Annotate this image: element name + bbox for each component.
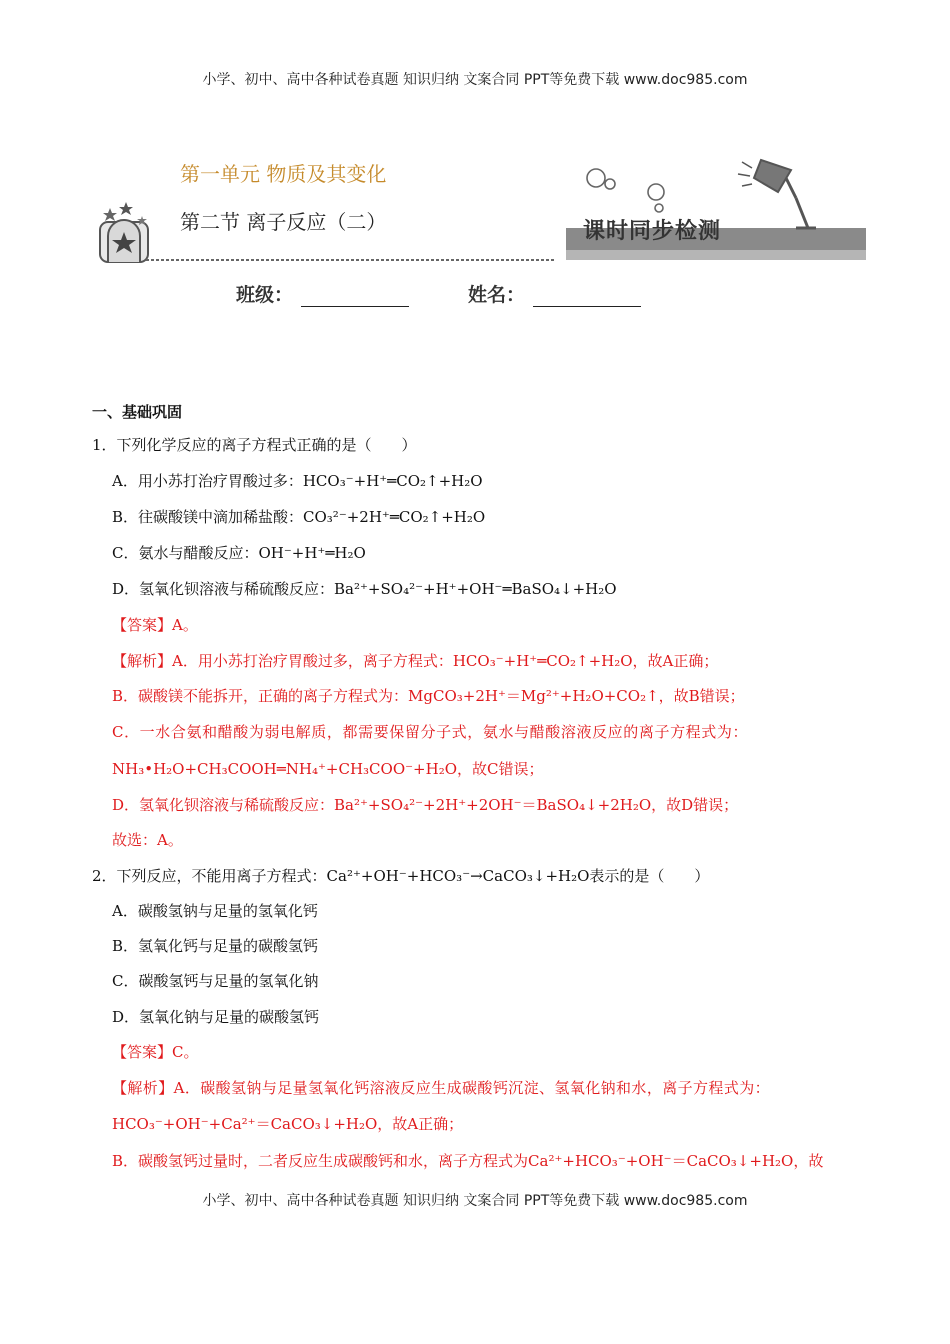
- q1-answer: 【答案】A。: [112, 616, 198, 634]
- q2-analysis-line: B．碳酸氢钙过量时，二者反应生成碳酸钙和水，离子方程式为Ca²⁺+HCO₃⁻+OH⁻＝CaCO₃↓+H₂O，故: [112, 1152, 824, 1170]
- q2-option-c: C．碳酸氢钙与足量的氢氧化钠: [112, 972, 319, 990]
- unit-title: 第一单元 物质及其变化: [180, 162, 387, 186]
- bubbles-icon: [587, 169, 664, 212]
- name-blank[interactable]: [533, 288, 641, 307]
- q1-analysis-line: 故选：A。: [112, 831, 183, 849]
- q2-option-a: A．碳酸氢钠与足量的氢氧化钙: [112, 902, 318, 920]
- name-label: 姓名：: [468, 284, 526, 306]
- q2-answer: 【答案】C。: [112, 1043, 199, 1061]
- q1-analysis-line: 【解析】A．用小苏打治疗胃酸过多，离子方程式：HCO₃⁻+H⁺═CO₂↑+H₂O，故A正确；: [112, 652, 719, 670]
- q1-analysis-line: D．氢氧化钡溶液与稀硫酸反应：Ba²⁺+SO₄²⁻+2H⁺+2OH⁻＝BaSO₄↓+2H₂O，故D错误；: [112, 796, 739, 814]
- page-footer: 小学、初中、高中各种试卷真题 知识归纳 文案合同 PPT等免费下载 www.doc985.com: [202, 1193, 748, 1209]
- q1-stem: 1．下列化学反应的离子方程式正确的是（ ）: [92, 436, 417, 454]
- star-badge-icon: [100, 202, 148, 262]
- q2-option-d: D．氢氧化钠与足量的碳酸氢钙: [112, 1008, 320, 1026]
- class-field: [236, 280, 409, 307]
- name-field: [468, 280, 641, 307]
- q1-option-b: B．往碳酸镁中滴加稀盐酸：CO₃²⁻+2H⁺═CO₂↑+H₂O: [112, 508, 486, 526]
- q2-stem: 2．下列反应，不能用离子方程式：Ca²⁺+OH⁻+HCO₃⁻→CaCO₃↓+H₂O表示的是（ ）: [92, 867, 710, 885]
- section-title: 第二节 离子反应（二）: [180, 210, 387, 234]
- q1-option-c: C．氨水与醋酸反应：OH⁻+H⁺═H₂O: [112, 544, 366, 562]
- banner-label: 课时同步检测: [583, 219, 722, 244]
- q2-analysis-line: HCO₃⁻+OH⁻+Ca²⁺＝CaCO₃↓+H₂O，故A正确；: [112, 1115, 464, 1133]
- class-blank[interactable]: [301, 288, 409, 307]
- q2-option-b: B．氢氧化钙与足量的碳酸氢钙: [112, 937, 319, 955]
- q2-analysis-line: 【解析】A．碳酸氢钠与足量氢氧化钙溶液反应生成碳酸钙沉淀、氢氧化钠和水，离子方程式为：: [112, 1079, 771, 1097]
- q1-option-a: A．用小苏打治疗胃酸过多：HCO₃⁻+H⁺═CO₂↑+H₂O: [112, 472, 483, 490]
- page-header: 小学、初中、高中各种试卷真题 知识归纳 文案合同 PPT等免费下载 www.doc985.com: [202, 72, 748, 88]
- q1-analysis-line: NH₃•H₂O+CH₃COOH═NH₄⁺+CH₃COO⁻+H₂O，故C错误；: [112, 760, 544, 778]
- q1-option-d: D．氢氧化钡溶液与稀硫酸反应：Ba²⁺+SO₄²⁻+H⁺+OH⁻═BaSO₄↓+H₂O: [112, 580, 617, 598]
- desk-lamp-icon: [738, 160, 816, 228]
- class-label: 班级：: [236, 284, 294, 306]
- q1-analysis-line: B．碳酸镁不能拆开，正确的离子方程式为：MgCO₃+2H⁺＝Mg²⁺+H₂O+CO₂↑，故B错误；: [112, 687, 745, 705]
- q1-analysis-line: C．一水合氨和醋酸为弱电解质，都需要保留分子式，氨水与醋酸溶液反应的离子方程式为：: [112, 723, 749, 741]
- part-title: 一、基础巩固: [92, 403, 183, 421]
